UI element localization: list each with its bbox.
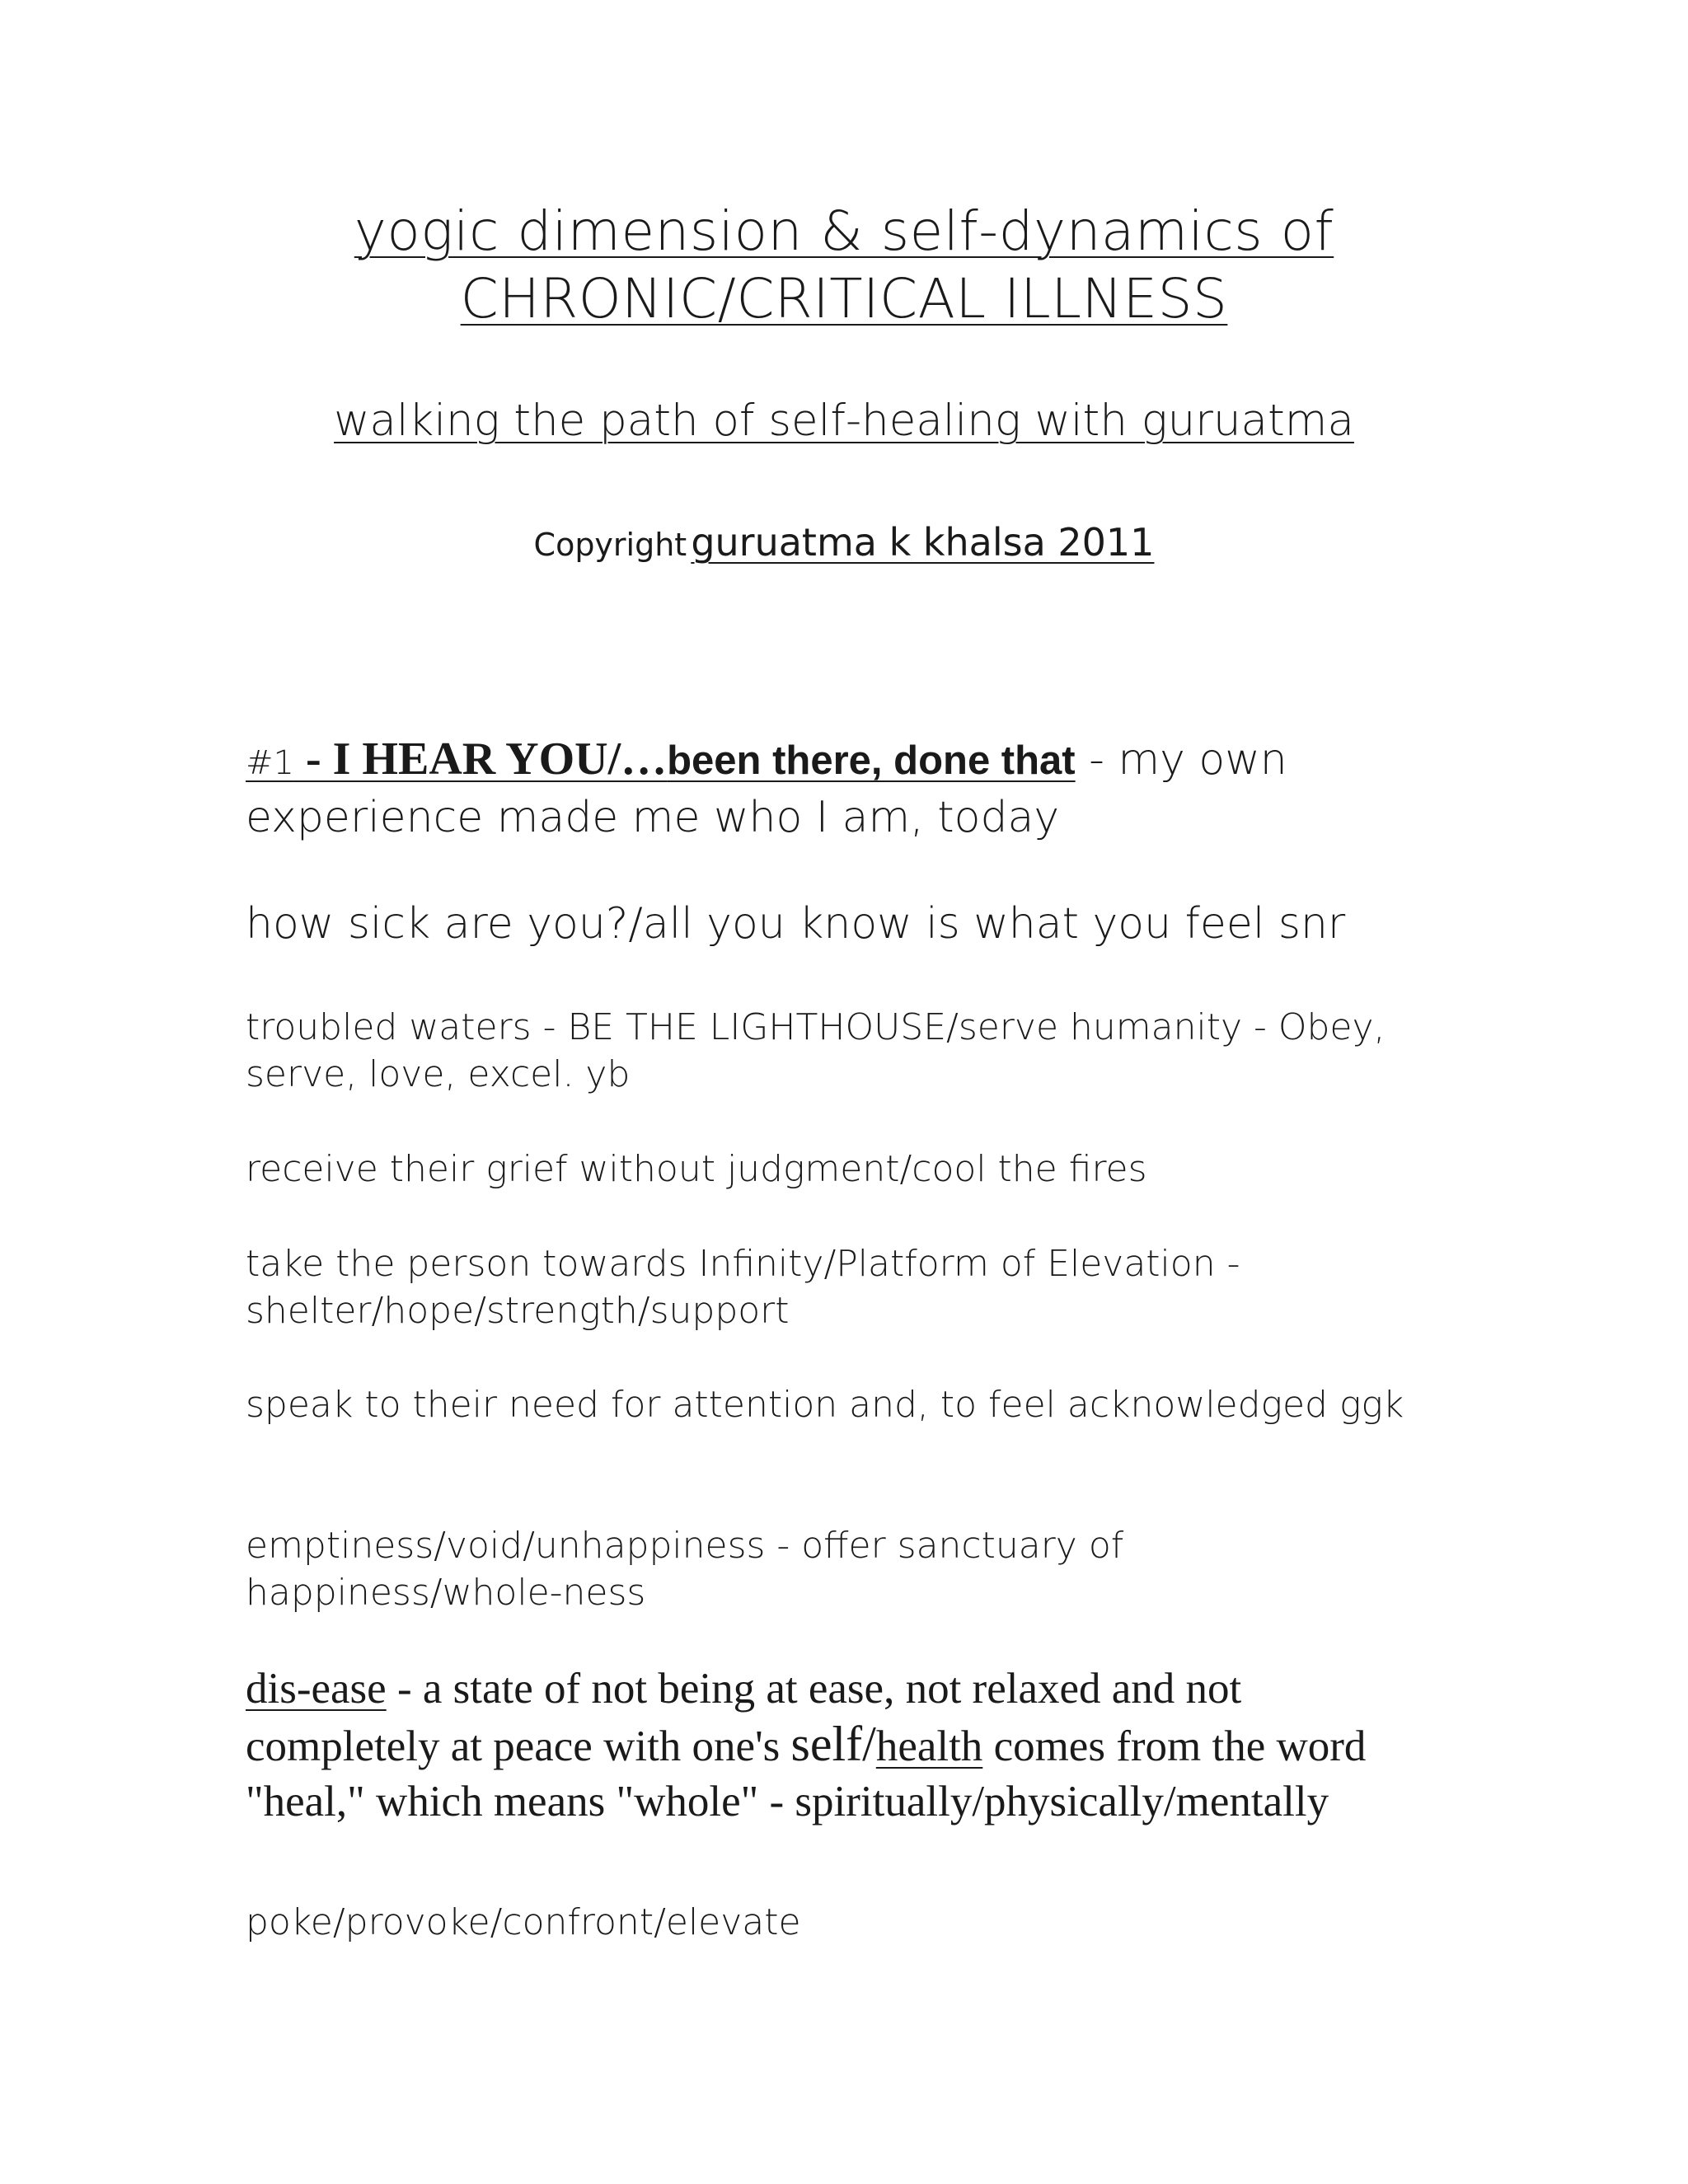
paragraph-speak: speak to their need for attention and, to feel acknowledged ggk xyxy=(246,1384,1404,1426)
section-heading-rest: - my own experience made me who I am, today xyxy=(246,735,1287,842)
disease-term: dis-ease xyxy=(246,1665,387,1713)
subtitle: walking the path of self-healing with guruatma xyxy=(334,396,1354,446)
paragraph-sick: how sick are you?/all you know is what you feel snr xyxy=(246,899,1346,949)
copyright-line xyxy=(0,518,1688,576)
paragraph-emptiness: emptiness/void/unhappiness - offer sanctuary of happiness/whole-ness xyxy=(246,1525,1124,1614)
health-word: health xyxy=(875,1722,983,1770)
paragraph-receive: receive their grief without judgment/cool the fires xyxy=(246,1148,1147,1190)
section-number: #1 xyxy=(246,744,294,782)
section-heading-main: - I HEAR YOU/… xyxy=(293,733,668,785)
section-heading-sub: been there, done that xyxy=(667,738,1076,783)
section-1-heading xyxy=(246,732,1416,845)
title-line-2: CHRONIC/CRITICAL ILLNESS xyxy=(460,267,1228,330)
copyright-label: Copyright xyxy=(533,527,687,563)
paragraph-poke: poke/provoke/confront/elevate xyxy=(246,1901,801,1943)
paragraph-take: take the person towards Infinity/Platform of Elevation - shelter/hope/strength/support xyxy=(246,1243,1240,1332)
title-line-1: yogic dimension & self-dynamics of xyxy=(354,199,1334,263)
paragraph-troubled: troubled waters - BE THE LIGHTHOUSE/serve humanity - Obey, serve, love, excel. yb xyxy=(246,1006,1386,1095)
self-word: self/ xyxy=(790,1717,876,1771)
paragraph-disease: dis-ease - a state of not being at ease, not relaxed and not completely at peace with one's self/health comes from the word "heal," which means "whole" - spiritually/physically/mentally xyxy=(246,1665,1367,1825)
copyright-text: guruatma k khalsa 2011 xyxy=(691,520,1155,565)
